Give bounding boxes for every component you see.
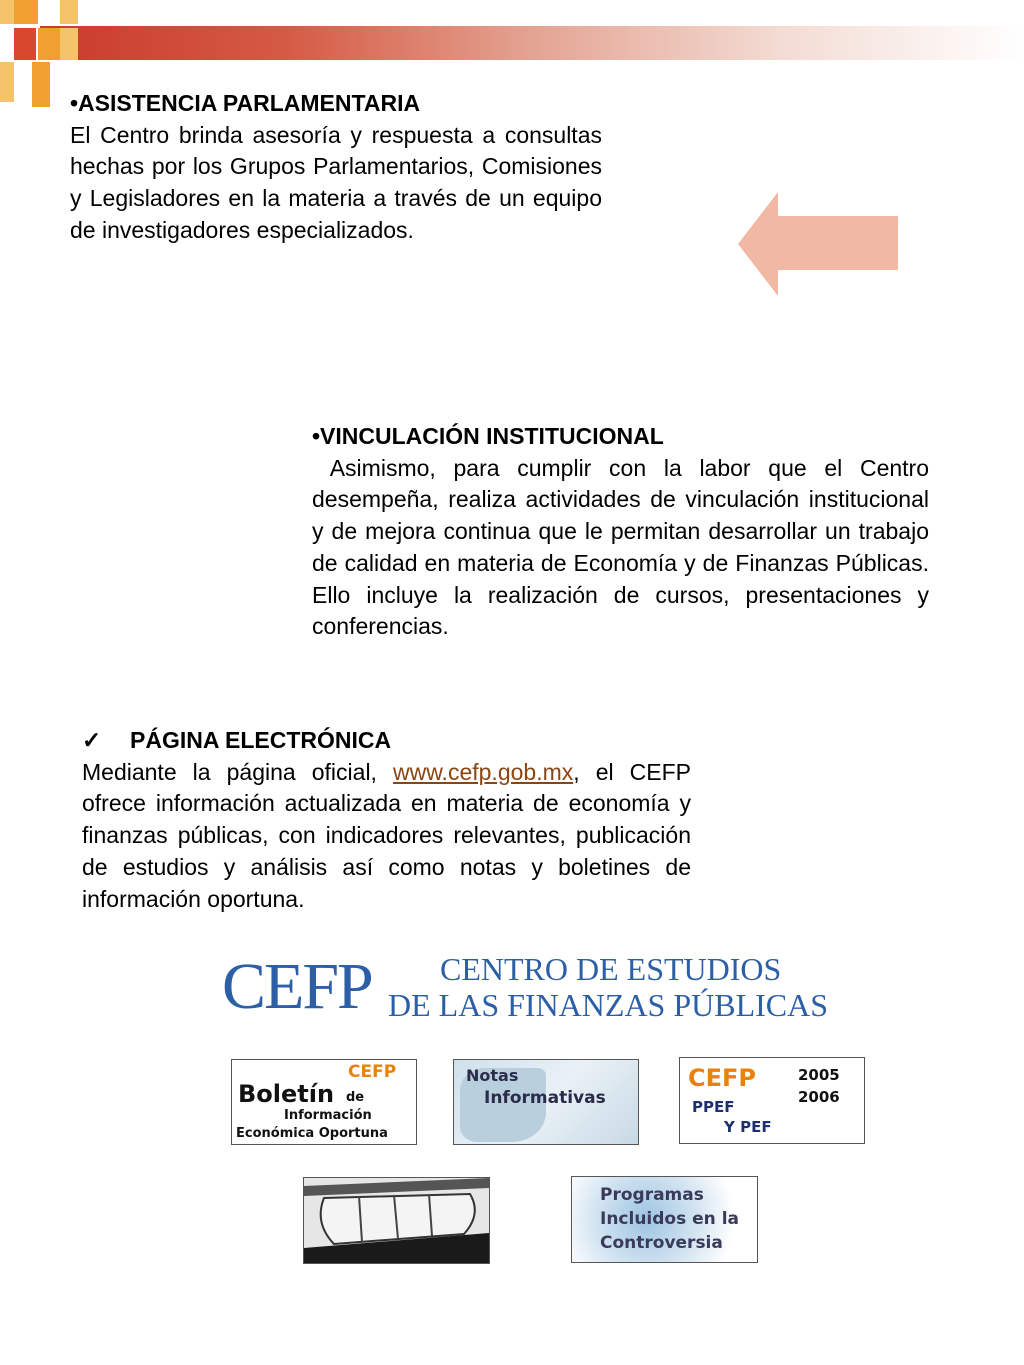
notas-thumbnail[interactable] — [453, 1059, 639, 1145]
decor-square — [0, 62, 14, 102]
vinculacion-heading: •VINCULACIÓN INSTITUCIONAL — [312, 423, 664, 449]
cefp-logo — [222, 950, 882, 1025]
pagina-heading: PÁGINA ELECTRÓNICA — [130, 727, 392, 753]
boletin-de: de — [346, 1090, 365, 1105]
tank-thumbnail[interactable] — [303, 1177, 490, 1264]
programas-line1: Programas — [600, 1185, 704, 1205]
tank-image — [304, 1178, 489, 1263]
decor-square — [14, 0, 38, 24]
logo-line1: CENTRO DE ESTUDIOS — [440, 951, 782, 987]
ppef-year2: 2006 — [798, 1088, 840, 1106]
decor-square — [60, 28, 78, 60]
vinculacion-body: Asimismo, para cumplir con la labor que el Centro desempeña, realiza actividades de vinculación institucional y de mejora continua que le permitan desarrollar un trabajo de calidad en materia de Economía y de Finanzas Públicas. Ello incluye la realización de cursos, presentaciones y conferencias. — [312, 454, 942, 640]
logo-line2: DE LAS FINANZAS PÚBLICAS — [388, 987, 829, 1023]
left-arrow-icon — [738, 192, 900, 296]
asistencia-heading: •ASISTENCIA PARLAMENTARIA — [70, 90, 421, 116]
programas-thumbnail[interactable] — [571, 1176, 758, 1263]
pagina-heading-line — [82, 725, 691, 757]
decor-square — [14, 28, 36, 60]
decor-square — [38, 28, 60, 60]
boletin-tag: CEFP — [348, 1062, 397, 1082]
pagina-body-after: , el CEFP ofrece información actualizada en materia de economía y finanzas públicas, con indicadores relevantes, publicación de estudios y análisis así como notas y boletines de información oportuna. — [82, 758, 691, 912]
cefp-website-link[interactable]: www.cefp.gob.mx — [393, 758, 574, 785]
boletin-title: Boletín — [238, 1080, 335, 1108]
programas-line2: Incluidos en la — [600, 1209, 739, 1229]
logo-acronym: CEFP — [222, 950, 372, 1023]
decor-square — [60, 0, 78, 24]
decor-square — [0, 0, 14, 24]
asistencia-section — [70, 88, 602, 247]
ppef-line1: PPEF — [692, 1098, 735, 1116]
boletin-thumbnail[interactable] — [231, 1059, 417, 1145]
check-icon: ✓ — [82, 727, 102, 753]
decor-square — [32, 62, 50, 107]
programas-line3: Controversia — [600, 1233, 723, 1253]
title-banner — [40, 26, 1024, 60]
pagina-section — [82, 725, 691, 915]
ppef-year1: 2005 — [798, 1066, 840, 1084]
pagina-body — [82, 757, 691, 916]
ppef-tag: CEFP — [688, 1064, 756, 1092]
ppef-thumbnail[interactable] — [679, 1057, 865, 1144]
ppef-line2: Y PEF — [724, 1118, 772, 1136]
notas-line2: Informativas — [484, 1088, 606, 1108]
vinculacion-section — [312, 421, 942, 643]
asistencia-body: El Centro brinda asesoría y respuesta a consultas hechas por los Grupos Parlamentarios, Comisiones y Legisladores en la materia a través de un equipo de investigadores especializados. — [70, 121, 602, 243]
boletin-line1: Información — [284, 1108, 372, 1123]
pagina-body-before: Mediante la página oficial, — [82, 758, 393, 785]
notas-line1: Notas — [466, 1066, 519, 1085]
boletin-line2: Económica Oportuna — [236, 1126, 388, 1141]
